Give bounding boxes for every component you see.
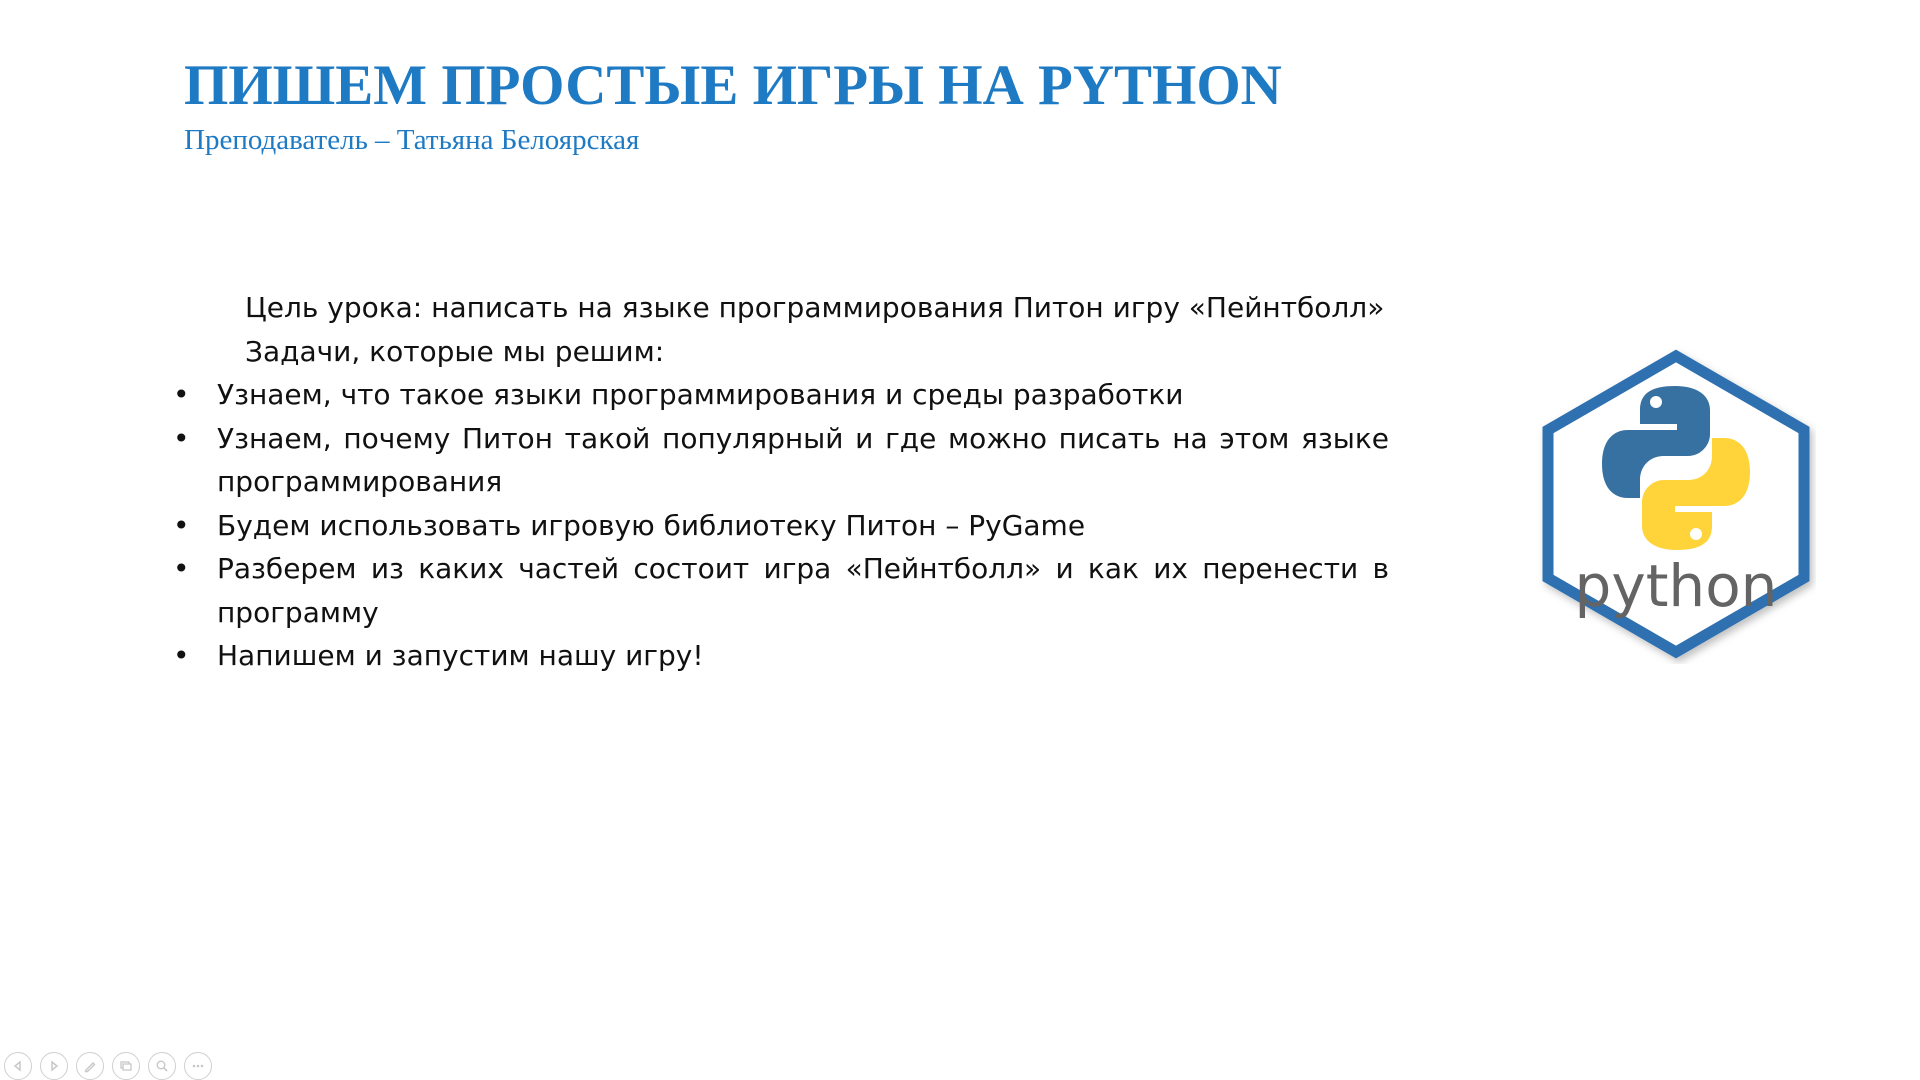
- tasks-heading: Задачи, которые мы решим:: [245, 334, 665, 368]
- previous-slide-button[interactable]: [4, 1052, 32, 1080]
- list-item: • Будем использовать игровую библиотеку Питон – PyGame: [173, 504, 1389, 548]
- python-logo: [1536, 344, 1816, 664]
- see-all-slides-button[interactable]: [112, 1052, 140, 1080]
- tasks-list: [173, 373, 1389, 678]
- arrow-left-icon: [12, 1060, 24, 1072]
- magnifier-icon: [155, 1059, 169, 1073]
- more-options-button[interactable]: [184, 1052, 212, 1080]
- list-item: • Разберем из каких частей состоит игра «Пейнтболл» и как их перенести в программу: [173, 547, 1389, 634]
- slides-grid-icon: [119, 1059, 133, 1073]
- pen-icon: [83, 1059, 97, 1073]
- python-logo-text: python: [1574, 552, 1778, 620]
- slideshow-controls: [4, 1052, 212, 1080]
- zoom-button[interactable]: [148, 1052, 176, 1080]
- list-item: • Узнаем, что такое языки программирования и среды разработки: [173, 373, 1389, 417]
- slide-subtitle: Преподаватель – Татьяна Белоярская: [184, 124, 640, 156]
- slide-body: [173, 286, 1389, 678]
- slide-title: ПИШЕМ ПРОСТЫЕ ИГРЫ НА PYTHON: [184, 54, 1282, 117]
- pen-tool-button[interactable]: [76, 1052, 104, 1080]
- next-slide-button[interactable]: [40, 1052, 68, 1080]
- arrow-right-icon: [48, 1060, 60, 1072]
- lesson-goal: Цель урока: написать на языке программирования Питон игру «Пейнтболл»: [245, 291, 1385, 324]
- list-item: • Узнаем, почему Питон такой популярный и где можно писать на этом языке программирования: [173, 417, 1389, 504]
- list-item: • Напишем и запустим нашу игру!: [173, 634, 1389, 678]
- ellipsis-icon: [191, 1059, 205, 1073]
- python-logo-icon: [1536, 344, 1816, 664]
